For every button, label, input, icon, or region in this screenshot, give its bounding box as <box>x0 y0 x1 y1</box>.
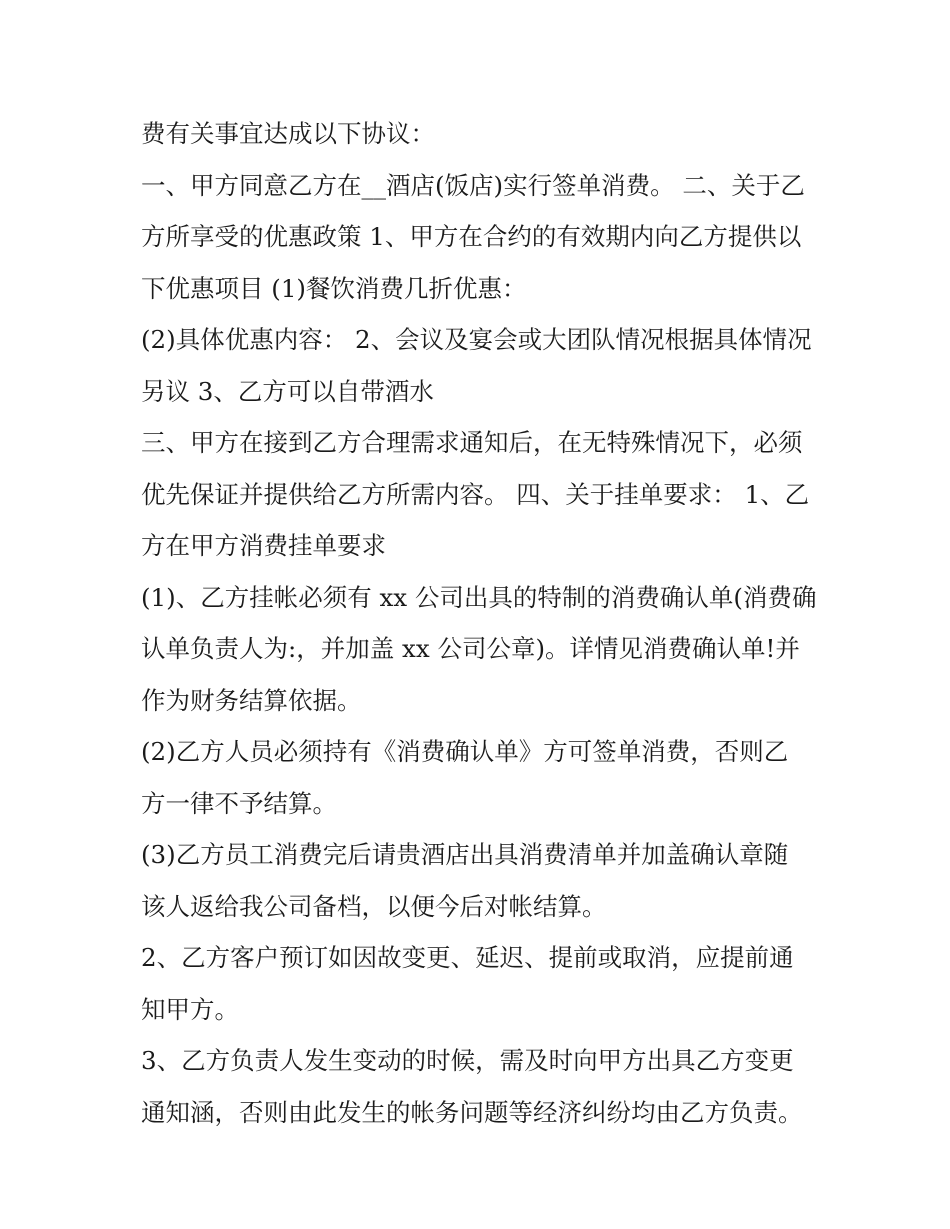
text-line: 通知涵，否则由此发生的帐务问题等经济纠纷均由乙方负责。 <box>141 1097 803 1127</box>
document-body <box>141 108 821 1138</box>
text-line: 知甲方。 <box>141 994 239 1024</box>
text-line: (1)、乙方挂帐必须有 xx 公司出具的特制的消费确认单(消费确 <box>141 582 817 612</box>
text-line: 一、甲方同意乙方在__酒店(饭店)实行签单消费。 二、关于乙 <box>141 170 805 200</box>
text-line: 该人返给我公司备档，以便今后对帐结算。 <box>141 891 607 921</box>
text-line: 另议 3、乙方可以自带酒水 <box>141 376 434 406</box>
text-line: (3)乙方员工消费完后请贵酒店出具消费清单并加盖确认章随 <box>141 840 789 869</box>
text-line: 方所享受的优惠政策 1、甲方在合约的有效期内向乙方提供以 <box>141 222 802 251</box>
text-line: 三、甲方在接到乙方合理需求通知后，在无特殊情况下，必须 <box>141 428 803 457</box>
text-line: 方一律不予结算。 <box>141 788 337 818</box>
text-line: 优先保证并提供给乙方所需内容。 四、关于挂单要求： 1、乙 <box>141 479 810 509</box>
text-line: (2)具体优惠内容： 2、会议及宴会或大团队情况根据具体情况 <box>141 325 812 354</box>
text-line: 方在甲方消费挂单要求 <box>141 531 386 560</box>
text-line: 作为财务结算依据。 <box>141 685 362 715</box>
text-line: 2、乙方客户预订如因故变更、延迟、提前或取消，应提前通 <box>141 943 794 972</box>
text-line: 费有关事宜达成以下协议： <box>141 119 435 148</box>
text-line: 3、乙方负责人发生变动的时候，需及时向甲方出具乙方变更 <box>141 1046 794 1075</box>
text-line: 下优惠项目 (1)餐饮消费几折优惠： <box>141 273 527 303</box>
text-line: 认单负责人为:，并加盖 xx 公司公章)。详情见消费确认单!并 <box>141 634 800 663</box>
text-line: (2)乙方人员必须持有《消费确认单》方可签单消费，否则乙 <box>141 737 789 766</box>
